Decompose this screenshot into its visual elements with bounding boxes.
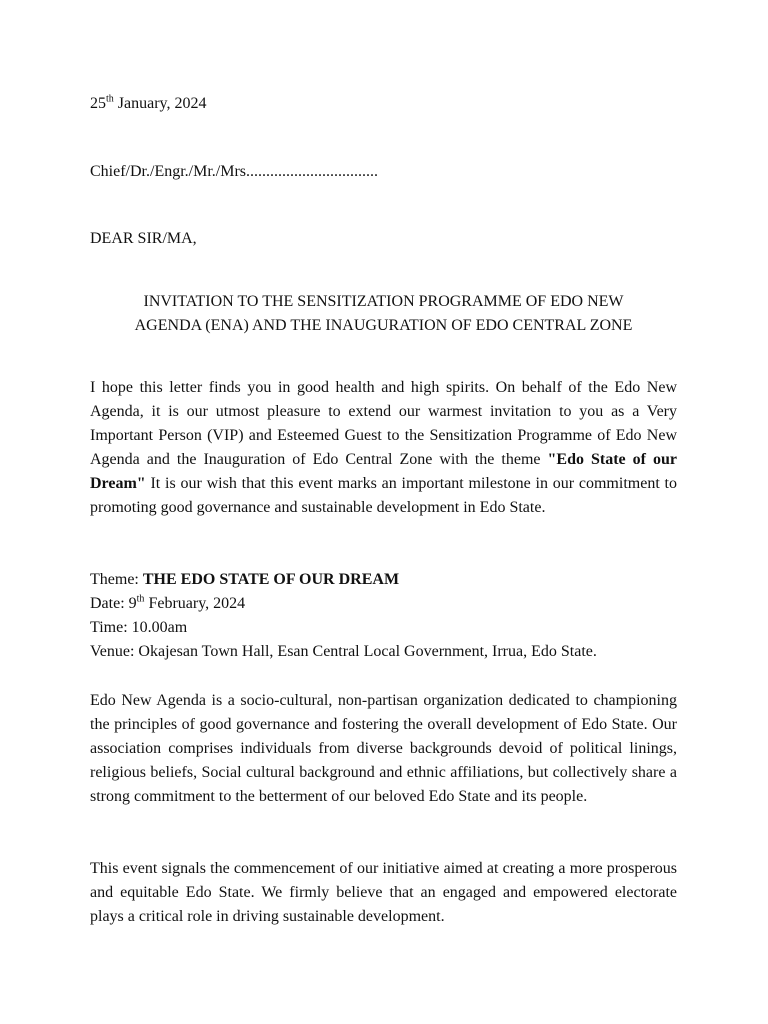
event-paragraph: This event signals the commencement of our initiative aimed at creating a more prosperous and equitable Edo State. We firmly believe that an engaged and empowered electorate plays a critical role in driving sustainable development. xyxy=(90,860,677,925)
recipient-line: Chief/Dr./Engr./Mr./Mrs................................. xyxy=(90,163,378,180)
date-day: 25 xyxy=(90,95,106,112)
intro-paragraph xyxy=(90,376,677,520)
event-details xyxy=(90,568,677,664)
date-rest: January, 2024 xyxy=(113,95,207,112)
title-line-1: INVITATION TO THE SENSITIZATION PROGRAMME OF EDO NEW xyxy=(143,293,624,310)
event-date-line xyxy=(90,592,677,616)
letter-title xyxy=(90,290,677,338)
event-date-rest: February, 2024 xyxy=(144,595,246,612)
title-line-2: AGENDA (ENA) AND THE INAUGURATION OF EDO CENTRAL ZONE xyxy=(134,317,633,334)
event-date-suffix: th xyxy=(136,593,145,605)
event-time-line: Time: 10.00am xyxy=(90,619,188,636)
theme-line xyxy=(90,568,677,592)
event-venue-line: Venue: Okajesan Town Hall, Esan Central Local Government, Irrua, Edo State. xyxy=(90,643,597,660)
event-date-label: Date: 9 xyxy=(90,595,137,612)
intro-text-end: It is our wish that this event marks an important milestone in our commitment to promoting good governance and sustainable development in Edo State. xyxy=(90,475,677,516)
letter-date xyxy=(90,92,207,116)
intro-text: I hope this letter finds you in good health and high spirits. On behalf of the Edo New Agenda, it is our utmost pleasure to extend our warmest invitation to you as a Very Important Person (VIP) and Esteemed Guest to the Sensitization Programme of Edo New Agenda and the Inauguration of Edo Central Zone with the theme xyxy=(90,379,677,468)
theme-label: Theme: xyxy=(90,571,143,588)
date-suffix: th xyxy=(106,93,114,105)
theme-value: THE EDO STATE OF OUR DREAM xyxy=(142,571,400,588)
salutation: DEAR SIR/MA, xyxy=(90,230,197,247)
theme-quote: "Edo State of our Dream" xyxy=(90,451,678,492)
about-paragraph: Edo New Agenda is a socio-cultural, non-partisan organization dedicated to championing the principles of good governance and fostering the overall development of Edo State. Our association comprises individuals from diverse backgrounds devoid of political linings, religious beliefs, Social cultural background and ethnic affiliations, but collectively share a strong commitment to the betterment of our beloved Edo State and its people. xyxy=(90,692,677,805)
